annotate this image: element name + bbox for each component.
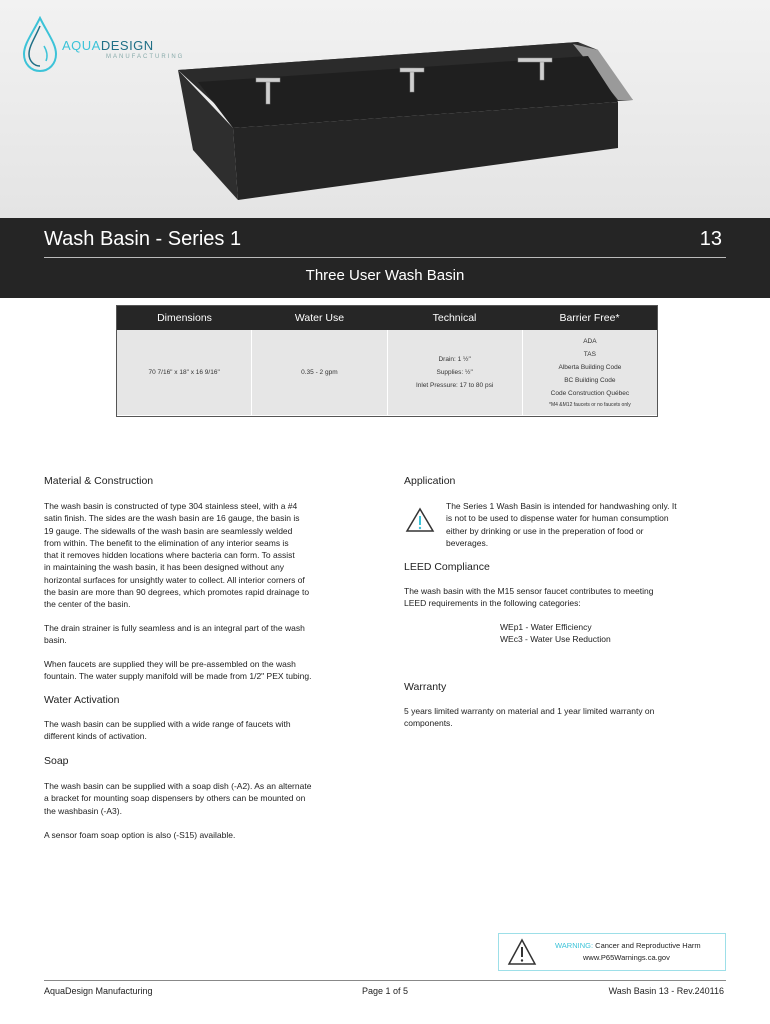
wash-basin-product-image (178, 40, 638, 205)
logo-wordmark: AQUADESIGN (62, 38, 154, 53)
leed-category-list (500, 621, 611, 646)
hero-image (0, 0, 770, 218)
soap-paragraph-1: The wash basin can be supplied with a soap dish (-A2). As an alternate a bracket for mounting soap dispensers by others can be mounted on the washbasin (-A3). (44, 781, 312, 816)
header-barrier-free: Barrier Free* (559, 312, 620, 324)
title-divider (44, 257, 726, 258)
water-activation-paragraph: The wash basin can be supplied with a wide range of faucets with different kinds of activation. (44, 719, 291, 742)
p65-warning-text: Cancer and Reproductive Harm (595, 941, 701, 950)
p65-warning-label: WARNING: (555, 941, 594, 950)
warning-triangle-icon (405, 507, 435, 533)
footer-revision: Wash Basin 13 - Rev.240116 (608, 986, 724, 996)
spec-table-body (117, 330, 657, 415)
warning-triangle-icon (507, 938, 537, 966)
footer-company: AquaDesign Manufacturing (44, 986, 153, 996)
page-title: Wash Basin - Series 1 (44, 228, 242, 250)
material-paragraph-3: When faucets are supplied they will be pre-assembled on the wash fountain. The water supply manifold will be made from 1/2" PEX tubing. (44, 659, 312, 682)
material-paragraph-1: The wash basin is constructed of type 304 stainless steel, with a #4 satin finish. The sides are the wash basin are 16 gauge, the basin is 19 gauge. The sidewalls of the wash basin are seamlessly welded from within. The benefit to the elimination of any interior seams is that it removes hidden locations where bacteria can form. To assist in maintaining the wash basin, it has been designed without any horizontal surfaces for unsightly water to collect. All interior corners of the basin are more than 90 degrees, which promotes rapid drainage to the center of the basin. (44, 501, 310, 610)
page-subtitle: Three User Wash Basin (305, 267, 465, 284)
spec-table (116, 305, 658, 417)
list-item: WEp1 - Water Efficiency (500, 622, 592, 632)
cell-dimensions: 70 7/16" x 18" x 16 9/16" (117, 330, 252, 415)
cell-barrier-free: ADA TAS Alberta Building Code BC Building Code Code Construction Québec *M4 &M12 faucets or no faucets only (523, 330, 657, 415)
soap-paragraph-2: A sensor foam soap option is also (-S15) available. (44, 830, 236, 840)
application-paragraph: The Series 1 Wash Basin is intended for handwashing only. It is not to be used to dispense water for human consumption either by drinking or use in the preperation of food or beverages. (446, 501, 677, 548)
p65-link[interactable]: www.P65Warnings.ca.gov (583, 953, 670, 962)
material-paragraph-2: The drain strainer is fully seamless and is an integral part of the wash basin. (44, 623, 305, 646)
footer-page-number: Page 1 of 5 (362, 986, 409, 996)
p65-warning-box (498, 933, 726, 971)
leed-heading: LEED Compliance (404, 561, 490, 573)
header-dimensions: Dimensions (157, 312, 212, 324)
warranty-paragraph: 5 years limited warranty on material and 1 year limited warranty on components. (404, 706, 655, 729)
cell-water-use: 0.35 - 2 gpm (252, 330, 387, 415)
cell-technical: Drain: 1 ½" Supplies: ½" Inlet Pressure: 17 to 80 psi (388, 330, 523, 415)
list-item: WEc3 - Water Use Reduction (500, 634, 611, 645)
leed-paragraph: The wash basin with the M15 sensor faucet contributes to meeting LEED requirements in the following categories: (404, 586, 654, 609)
water-activation-heading: Water Activation (44, 694, 120, 706)
header-technical: Technical (432, 312, 477, 324)
logo-subtitle: MANUFACTURING (106, 54, 185, 60)
header-water-use: Water Use (294, 312, 345, 324)
model-number: 13 (699, 228, 722, 250)
soap-heading: Soap (44, 755, 69, 767)
application-heading: Application (404, 475, 456, 487)
spec-table-header (117, 306, 657, 330)
warranty-heading: Warranty (404, 681, 447, 693)
material-heading: Material & Construction (44, 475, 154, 487)
footer-divider (44, 980, 726, 981)
